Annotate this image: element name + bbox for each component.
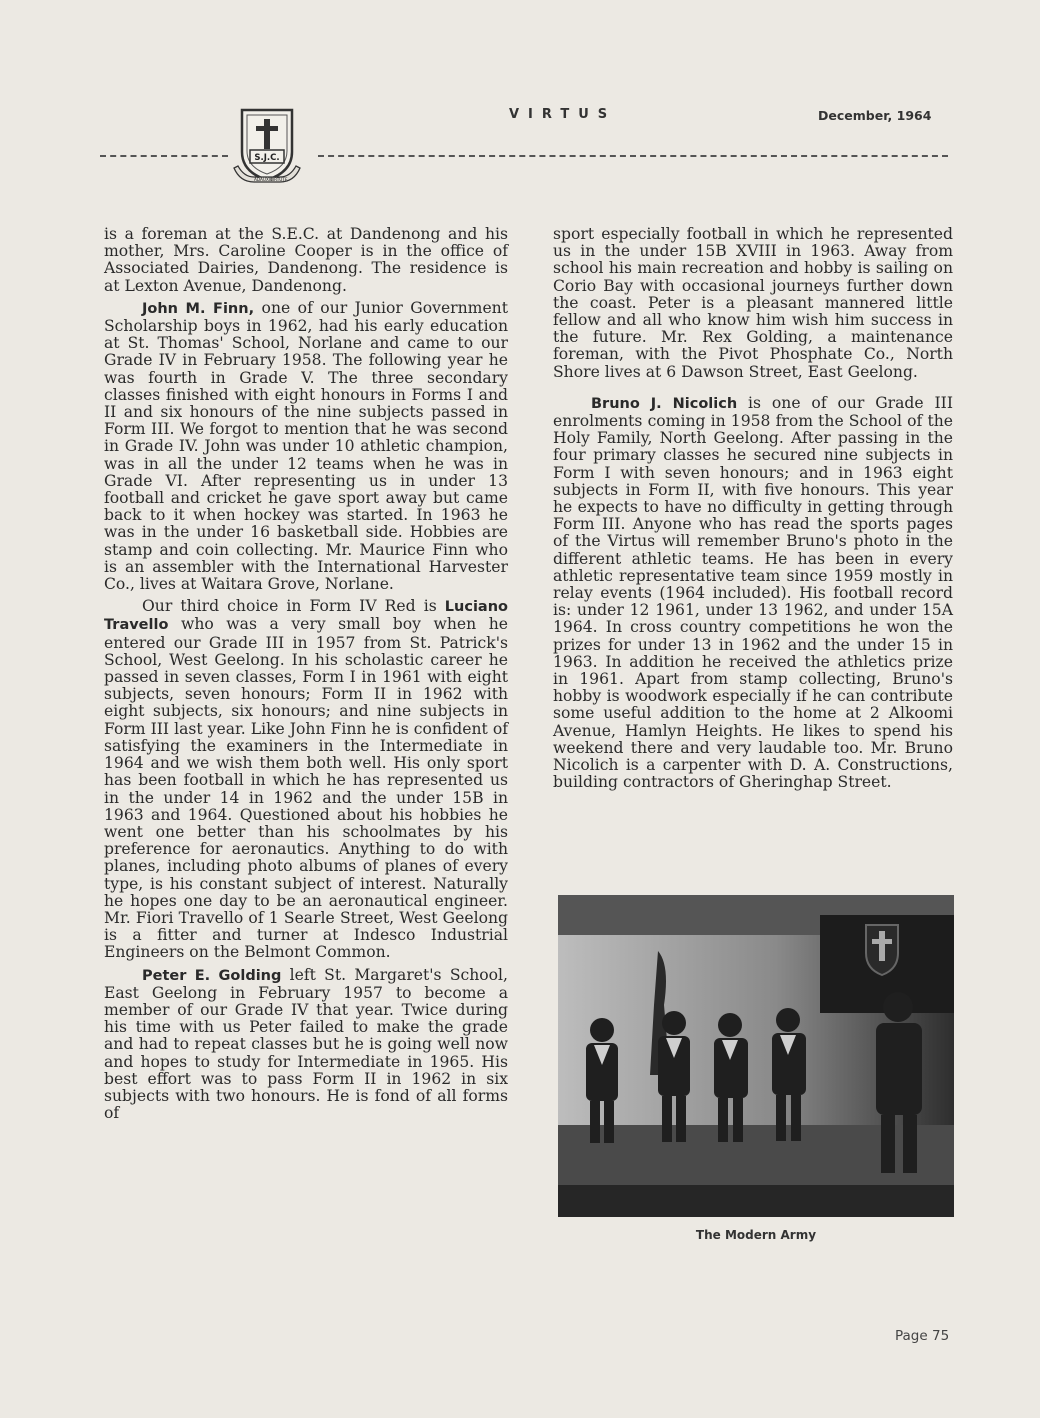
svg-text:ADAUXIA: ADAUXIA (254, 177, 273, 182)
paragraph-finn-text: one of our Junior Government Scholarship boys in 1962, had his early education at St. Thomas' School, Norlane and came to our Grade IV in February 1958. The following year he was fourth in Grade V. The three secondary classes finished with eight honours in Forms I and II and six honours of the nine subjects passed in Form III. We forgot to mention that he was second in Grade IV. John was under 10 athletic champion, was in all the under 12 teams when he was in Grade VI. After representing us in under 13 football and cricket he gave sport away but came back to it when hockey was started. In 1963 he was in the under 16 basketball side. Hobbies are stamp and coin collecting. Mr. Maurice Finn who is an assembler with the International Harvester Co., lives at Waitara Grove, Norlane. (104, 298, 508, 594)
right-column (553, 226, 953, 792)
svg-text:VIRTUTE: VIRTUTE (270, 177, 288, 182)
photo-caption: The Modern Army (695, 1228, 817, 1242)
paragraph-travello-lead: Our third choice in Form IV Red is (142, 597, 445, 616)
left-column (104, 226, 508, 1122)
paragraph-golding-text: left St. Margaret's School, East Geelong in February 1957 to become a member of our Grade IV that year. Twice during his time with us Peter failed to make the grade and had to repeat classes but he is going well now and hopes to study for Intermediate in 1965. His best effort was to pass Form II in 1962 in six subjects with two honours. He is fond of all forms of (104, 965, 509, 1123)
paragraph-nicolich (553, 395, 953, 792)
school-crest-icon (232, 106, 302, 188)
svg-text:S.J.C.: S.J.C. (254, 153, 280, 163)
paragraph-nicolich-text: is one of our Grade III enrolments coming in 1958 from the School of the Holy Family, North Geelong. After passing in the four primary classes he secured nine subjects in Form I with seven honours; and in 1963 eight subjects in Form II, with five honours. This year he expects to have no difficulty in getting through Form III. Anyone who has read the sports pages of the Virtus will remember Bruno's photo in the different athletic teams. He has been in every athletic representative team since 1959 mostly in relay events (1964 included). His football record is: under 12 1961, under 13 1962, and under 15A 1964. In cross country competitions he won the prizes for under 13 in 1962 and the under 15 in 1963. In addition he received the athletics prize in 1961. Apart from stamp collecting, Bruno's hobby is woodwork especially if he can contribute some useful addition to the home at 2 Alkoomi Avenue, Hamlyn Heights. He likes to spend his weekend there and very laudable too. Mr. Bruno Nicolich is a carpenter with D. A. Constructions, building contractors of Gheringhap Street. (553, 393, 953, 792)
paragraph-finn (104, 300, 508, 593)
header-rule-right (318, 155, 948, 157)
paragraph-travello (104, 598, 508, 961)
page-number: Page 75 (895, 1328, 950, 1344)
magazine-title: VIRTUS (509, 107, 617, 122)
student-name-golding: Peter E. Golding (142, 967, 282, 984)
student-name-finn: John M. Finn, (142, 300, 255, 317)
issue-date: December, 1964 (818, 108, 932, 123)
header-rule-left (100, 155, 228, 157)
paragraph-travello-text: who was a very small boy when he entered our Grade III in 1957 from St. Patrick's School, West Geelong. In his scholastic career he passed in seven classes, Form I in 1961 with eight subjects, seven honours; Form II in 1962 with eight subjects, six honours; and nine subjects in Form III last year. Like John Finn he is confident of satisfying the examiners in the Intermediate in 1964 and we wish them both well. His only sport has been football in which he has represented us in the under 14 in 1962 and the under 15B in 1963 and 1964. Questioned about his hobbies he went one better than his schoolmates by his preference for aeronautics. Anything to do with planes, including photo albums of planes of every type, is his constant subject of interest. Naturally he hopes one day to be an aeronautical engineer. Mr. Fiori Travello of 1 Searle Street, West Geelong is a fitter and turner at Indesco Industrial Engineers on the Belmont Common. (104, 615, 508, 962)
student-name-nicolich: Bruno J. Nicolich (591, 395, 738, 412)
paragraph-golding-continued: sport especially football in which he represented us in the under 15B XVIII in 1963. Away from school his main recreation and hobby is sailing on Corio Bay with occasional journeys further down the coast. Peter is a pleasant mannered little fellow and all who know him wish him success in the future. Mr. Rex Golding, a maintenance foreman, with the Pivot Phosphate Co., North Shore lives at 6 Dawson Street, East Geelong. (553, 225, 953, 381)
photo-modern-army (558, 895, 954, 1217)
student-name-travello: Luciano Travello (104, 599, 508, 634)
paragraph-golding (104, 967, 508, 1123)
paragraph-cooper-end: is a foreman at the S.E.C. at Dandenong and his mother, Mrs. Caroline Cooper is in the office of Associated Dairies, Dandenong. The residence is at Lexton Avenue, Dandenong. (104, 225, 508, 295)
scouts-photo-image (558, 895, 954, 1217)
